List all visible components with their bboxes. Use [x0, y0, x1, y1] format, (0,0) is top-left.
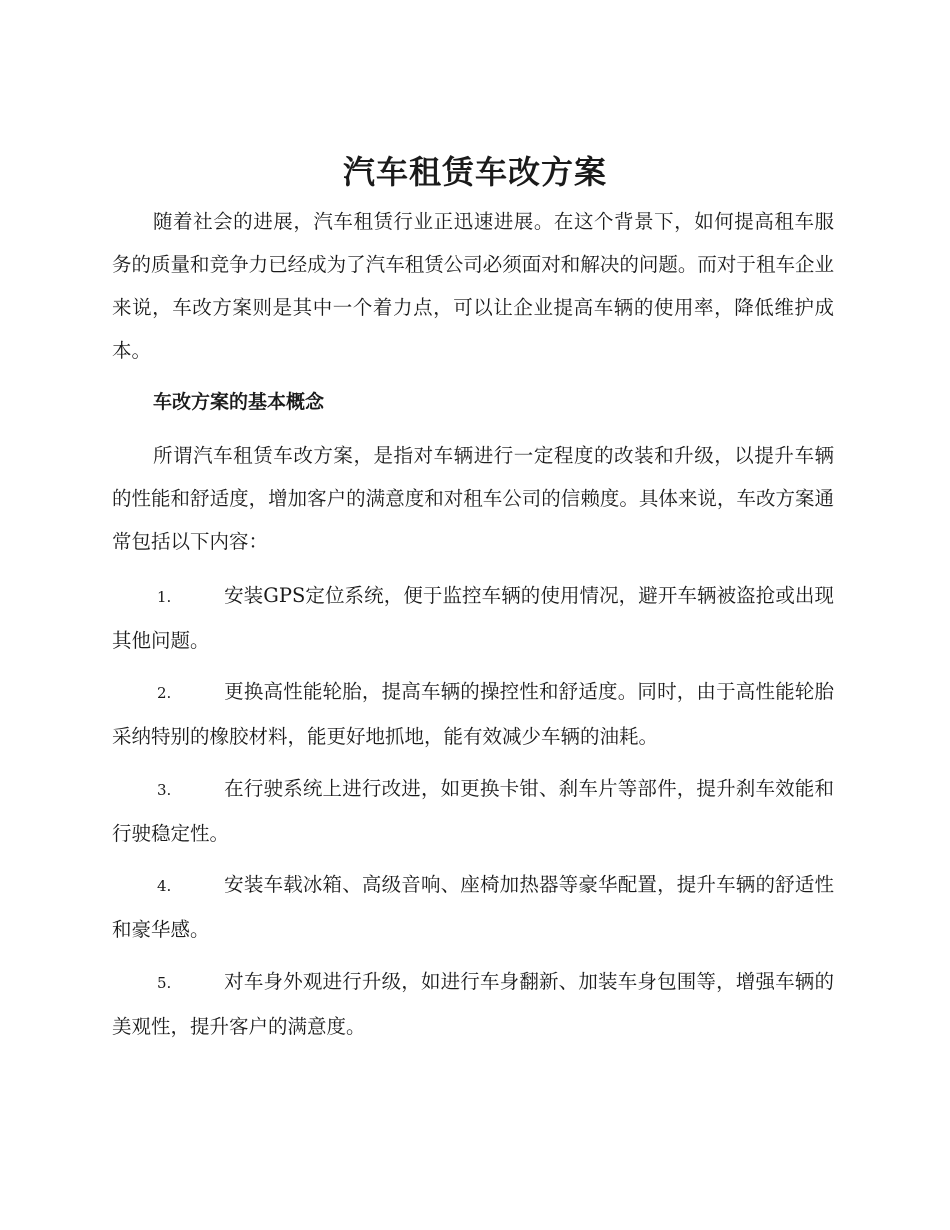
section-heading: 车改方案的基本概念	[153, 391, 325, 413]
intro-paragraph: 随着社会的进展，汽车租赁行业正迅速进展。在这个背景下，如何提高租车服务的质量和竞争力已经成为了汽车租赁公司必须面对和解决的问题。而对于租车企业来说，车改方案则是其中一个着力点，可以让企业提高车辆的使用率，降低维护成本。	[112, 210, 834, 362]
list-item-number: 4.	[157, 877, 172, 895]
list-item-text: 对车身外观进行升级，如进行车身翻新、加装车身包围等，增强车辆的美观性，提升客户的满意度。	[112, 970, 834, 1038]
list-item-number: 2.	[157, 684, 172, 702]
document-title: 汽车租赁车改方案	[342, 153, 607, 191]
list-item-number: 1.	[157, 588, 172, 606]
list-item-number: 5.	[157, 974, 172, 992]
list-item	[112, 960, 834, 1048]
list-item-text: 安装GPS定位系统，便于监控车辆的使用情况，避开车辆被盗抢或出现其他问题。	[112, 584, 834, 652]
list-item	[112, 767, 834, 855]
list-item-text: 安装车载冰箱、高级音响、座椅加热器等豪华配置，提升车辆的舒适性和豪华感。	[112, 873, 834, 941]
list-item	[112, 670, 834, 758]
section-intro-paragraph: 所谓汽车租赁车改方案，是指对车辆进行一定程度的改装和升级，以提升车辆的性能和舒适度，增加客户的满意度和对租车公司的信赖度。具体来说，车改方案通常包括以下内容：	[112, 444, 834, 553]
list-item-text: 在行驶系统上进行改进，如更换卡钳、刹车片等部件，提升刹车效能和行驶稳定性。	[112, 777, 834, 845]
list-item-number: 3.	[157, 781, 172, 799]
list-item-text: 更换高性能轮胎，提高车辆的操控性和舒适度。同时，由于高性能轮胎采纳特别的橡胶材料，能更好地抓地，能有效减少车辆的油耗。	[112, 680, 834, 748]
list-item	[112, 574, 834, 662]
list-item	[112, 863, 834, 951]
